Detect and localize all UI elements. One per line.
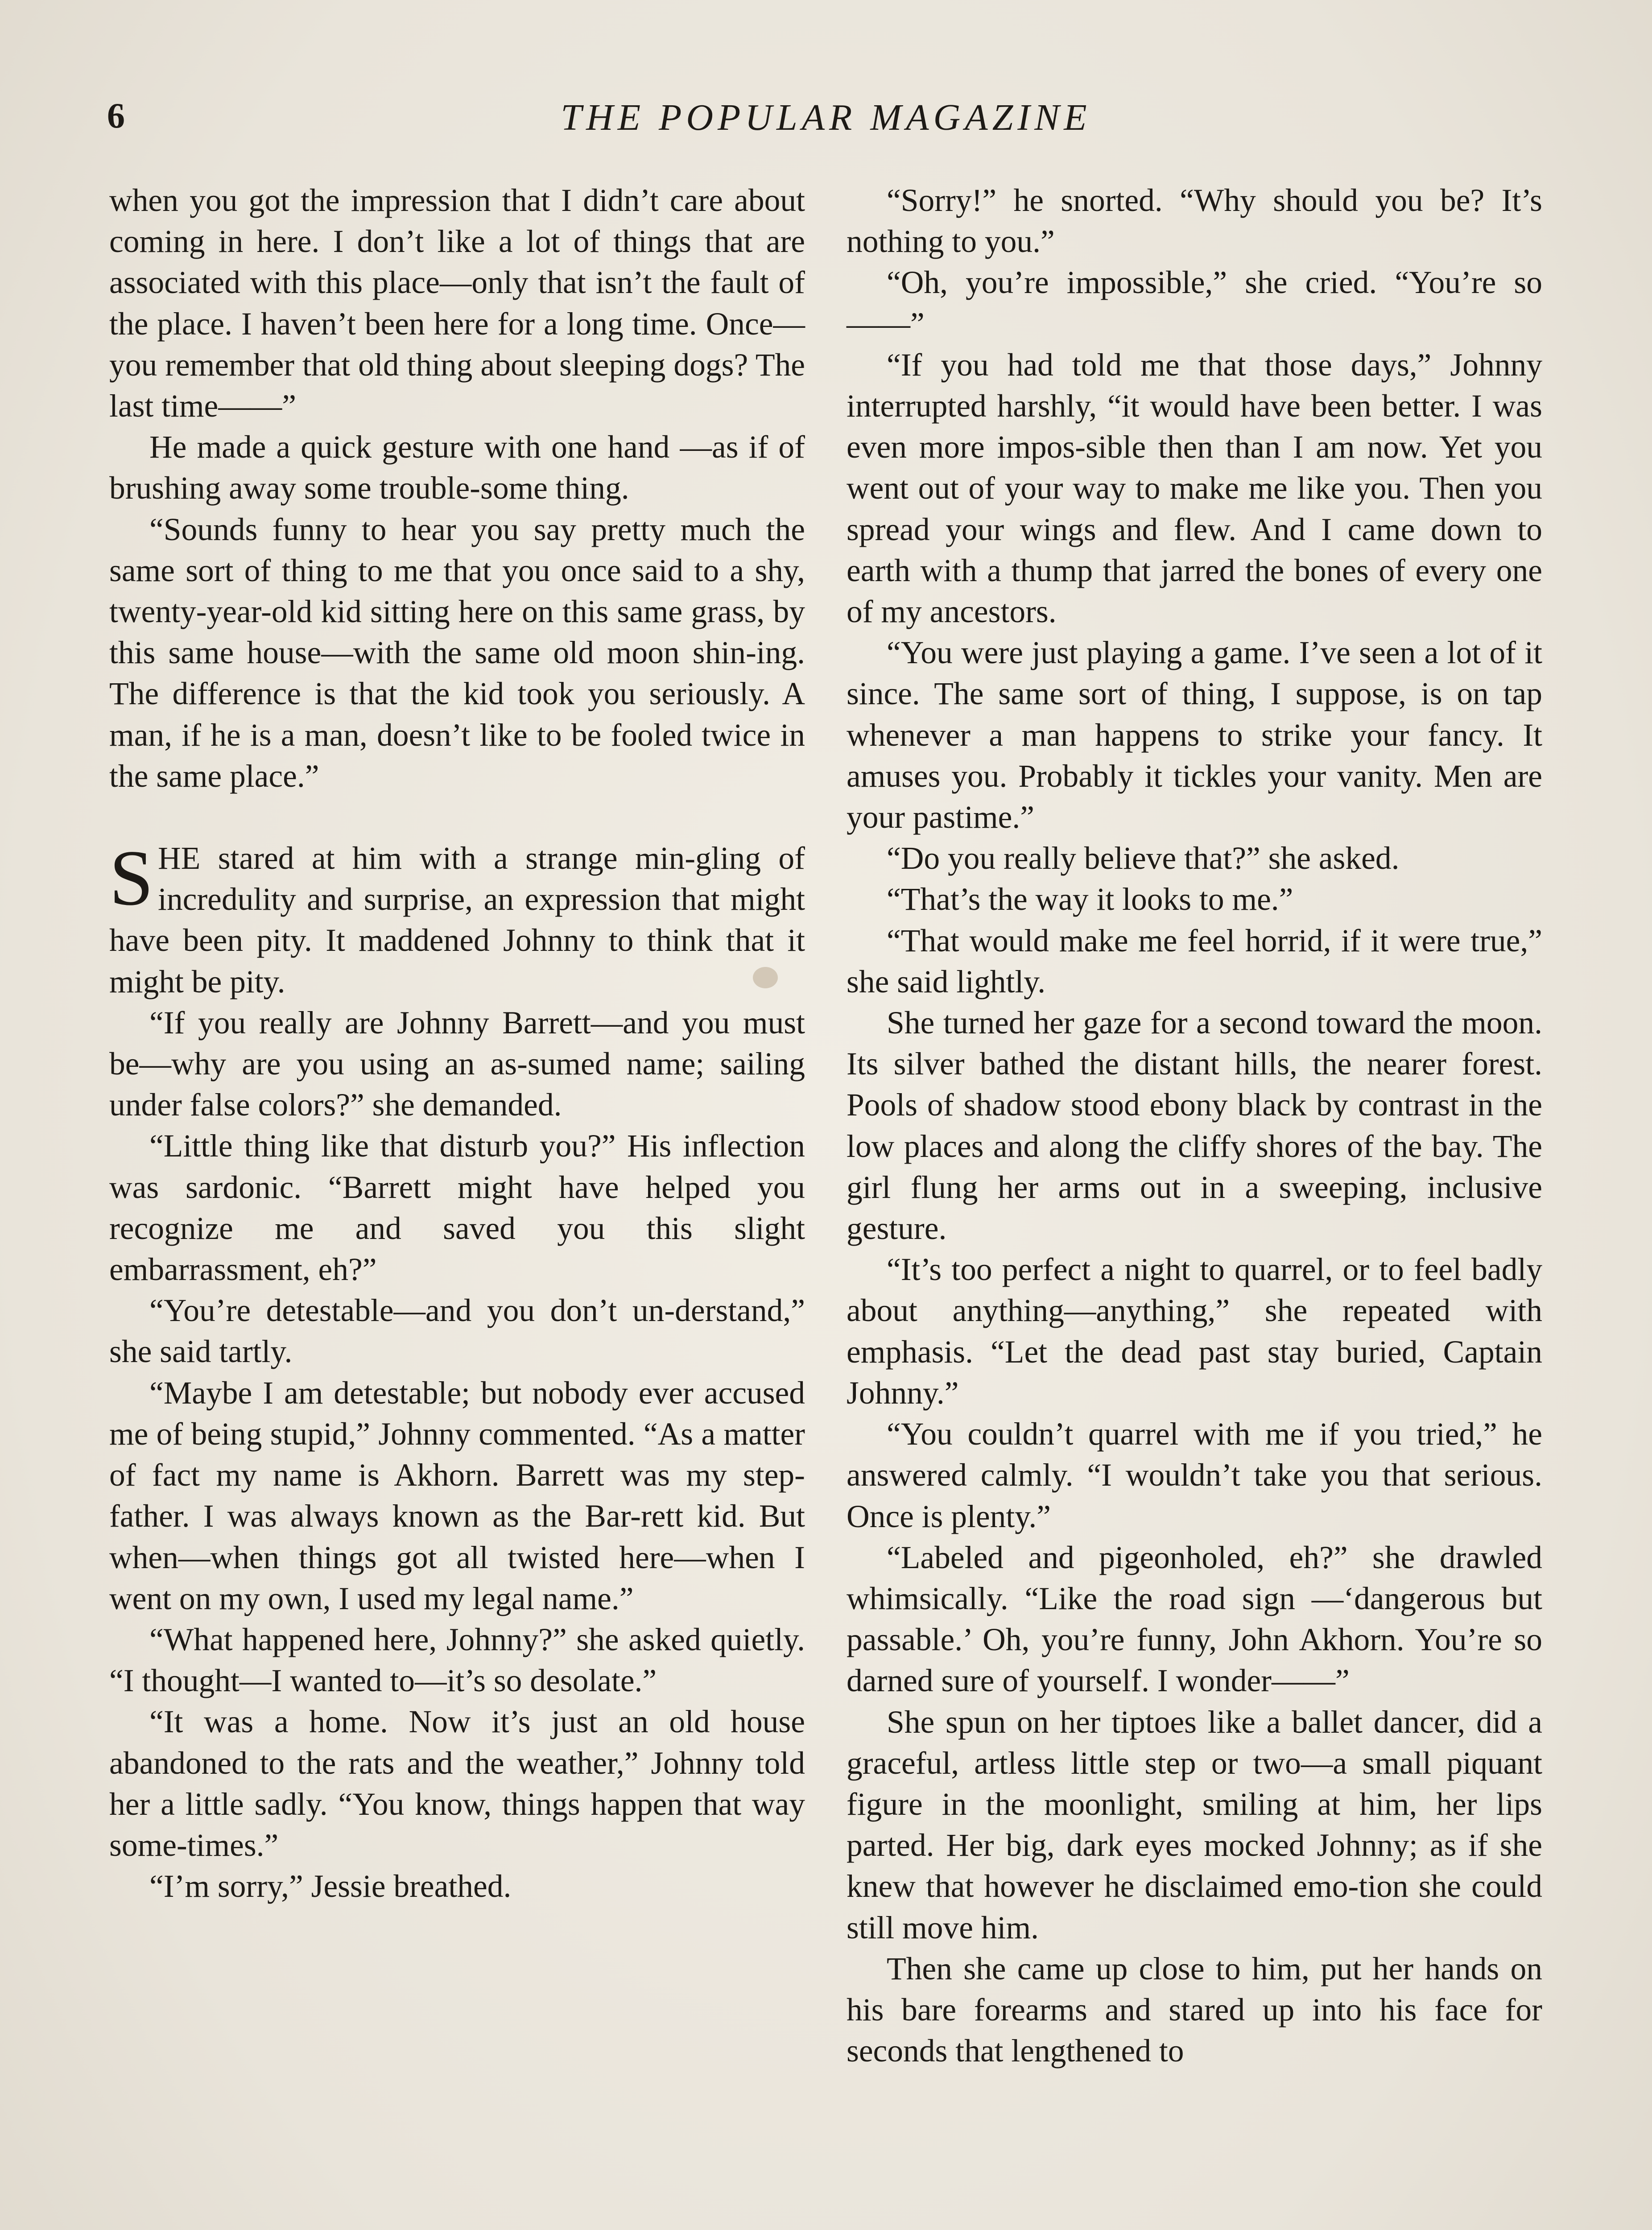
left-column (109, 180, 805, 1907)
paragraph: He made a quick gesture with one hand —as if of brushing away some trouble-some thing. (109, 429, 805, 506)
paragraph: “Maybe I am detestable; but nobody ever accused me of being stupid,” Johnny commented. “As a matter of fact my name is Akhorn. Barrett was my step-father. I was always known as the Bar-rett kid. But when—when things got all twisted here—when I went on my own, I used my legal name.” (109, 1375, 805, 1616)
paragraph: “You couldn’t quarrel with me if you tried,” he answered calmly. “I wouldn’t take you that serious. Once is plenty.” (847, 1416, 1542, 1534)
paragraph: “You’re detestable—and you don’t un-derstand,” she said tartly. (109, 1293, 805, 1370)
paragraph: “That’s the way it looks to me.” (887, 882, 1293, 917)
running-title: THE POPULAR MAGAZINE (561, 97, 1091, 138)
paragraph: “That would make me feel horrid, if it were true,” she said lightly. (847, 923, 1542, 999)
paper-stain (753, 967, 778, 988)
paragraph: She spun on her tiptoes like a ballet dancer, did a graceful, artless little step or two—a small piquant figure in the moonlight, smiling at him, her lips parted. Her big, dark eyes mocked Johnny; as if she knew that however he disclaimed emo-tion she could still move him. (847, 1704, 1542, 1945)
paragraph: “If you really are Johnny Barrett—and you must be—why are you using an as-sumed name; sailing under false colors?” she demanded. (109, 1005, 805, 1123)
paragraph: “Oh, you’re impossible,” she cried. “You’re so——” (847, 265, 1542, 342)
right-column (847, 180, 1542, 2072)
paragraph: “If you had told me that those days,” Johnny interrupted harshly, “it would have been better. I was even more impos-sible then than I am now. Yet you went out of your way to make me like you. Then you spread your wings and flew. And I came down to earth with a thump that jarred the bones of every one of my ancestors. (847, 347, 1542, 630)
paragraph: “I’m sorry,” Jessie breathed. (149, 1869, 512, 1904)
paragraph: “You were just playing a game. I’ve seen a lot of it since. The same sort of thing, I suppose, is on tap whenever a man happens to strike your fancy. It amuses you. Probably it tickles your vanity. Men are your pastime.” (847, 635, 1542, 835)
paragraph: “Do you really believe that?” she asked. (887, 841, 1400, 876)
paragraph: “Sounds funny to hear you say pretty much the same sort of thing to me that you once said to a shy, twenty-year-old kid sitting here on this same grass, by this same house—with the same old moon shin-ing. The difference is that the kid took you seriously. A man, if he is a man, doesn’t like to be fooled twice in the same place.” (109, 512, 805, 794)
paragraph: She turned her gaze for a second toward the moon. Its silver bathed the distant hills, the nearer forest. Pools of shadow stood ebony black by contrast in the low places and along the cliffy shores of the bay. The girl flung her arms out in a sweeping, inclusive gesture. (847, 1005, 1542, 1247)
paragraph-text: HE stared at him with a strange min-gling of incredulity and surprise, an expression that might have been pity. It maddened Johnny to think that it might be pity. (109, 841, 805, 999)
paragraph: when you got the impression that I didn’t care about coming in here. I don’t like a lot of things that are associated with this place—only that isn’t the fault of the place. I haven’t been here for a long time. Once—you remember that old thing about sleeping dogs? The last time——” (109, 183, 805, 424)
paragraph: “What happened here, Johnny?” she asked quietly. “I thought—I wanted to—it’s so desolate.” (109, 1622, 805, 1699)
section-break (109, 797, 805, 838)
paragraph: “It was a home. Now it’s just an old house abandoned to the rats and the weather,” Johnny told her a little sadly. “You know, things happen that way some-times.” (109, 1704, 805, 1863)
page-number: 6 (107, 96, 125, 136)
paragraph: “Sorry!” he snorted. “Why should you be? It’s nothing to you.” (847, 183, 1542, 260)
paragraph: “Labeled and pigeonholed, eh?” she drawled whimsically. “Like the road sign —‘dangerous but passable.’ Oh, you’re funny, John Akhorn. You’re so darned sure of yourself. I wonder——” (847, 1540, 1542, 1699)
paragraph: “It’s too perfect a night to quarrel, or to feel badly about anything—anything,” she repeated with emphasis. “Let the dead past stay buried, Captain Johnny.” (847, 1252, 1542, 1411)
page-header (107, 96, 1545, 149)
paragraph-with-drop-cap (109, 834, 805, 1003)
paragraph: “Little thing like that disturb you?” His inflection was sardonic. “Barrett might have helped you recognize me and saved you this slight embarrassment, eh?” (109, 1128, 805, 1288)
paragraph: Then she came up close to him, put her hands on his bare forearms and stared up into his face for seconds that lengthened to (847, 1951, 1542, 2069)
drop-cap: S (109, 834, 153, 922)
